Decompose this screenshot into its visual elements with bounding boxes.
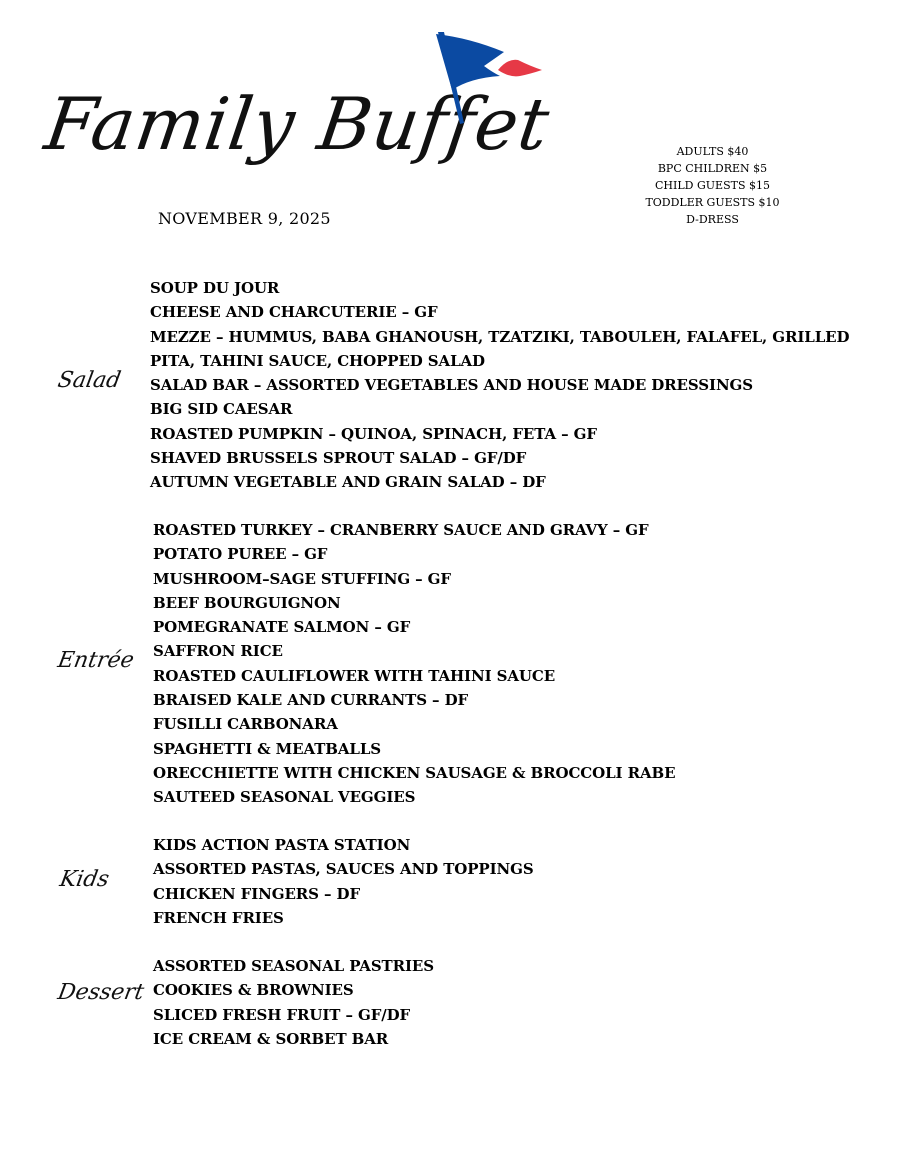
price-adults: ADULTS $40 bbox=[676, 145, 749, 158]
menu-item: ICE CREAM & SORBET BAR bbox=[153, 1029, 389, 1048]
event-date: NOVEMBER 9, 2025 bbox=[158, 209, 331, 228]
menu-item: BEEF BOURGUIGNON bbox=[153, 593, 341, 612]
menu-item: SAUTEED SEASONAL VEGGIES bbox=[153, 788, 416, 807]
menu-item: SPAGHETTI & MEATBALLS bbox=[153, 739, 382, 758]
section-label-entree: Entrée bbox=[55, 648, 136, 673]
dress-code: D-DRESS bbox=[686, 213, 739, 226]
flag-blue-pennant bbox=[436, 34, 504, 90]
menu-item: SOUP DU JOUR bbox=[150, 279, 280, 297]
salad-menu-list bbox=[150, 276, 849, 495]
section-label-dessert: Dessert bbox=[55, 980, 146, 1005]
menu-item: CHICKEN FINGERS – DF bbox=[153, 884, 360, 903]
menu-item: BRAISED KALE AND CURRANTS – DF bbox=[153, 691, 469, 710]
menu-item: FRENCH FRIES bbox=[153, 908, 284, 927]
menu-item: ASSORTED SEASONAL PASTRIES bbox=[153, 957, 434, 975]
section-label-kids: Kids bbox=[57, 867, 112, 892]
menu-item: MEZZE – HUMMUS, BABA GHANOUSH, TZATZIKI, TABOULEH, FALAFEL, GRILLED bbox=[150, 327, 850, 346]
price-bpc-children: BPC CHILDREN $5 bbox=[657, 162, 768, 175]
flag-red-pennant bbox=[498, 60, 542, 77]
menu-item: ROASTED TURKEY – CRANBERRY SAUCE AND GRAVY – GF bbox=[153, 521, 649, 539]
menu-item: SAFFRON RICE bbox=[153, 642, 283, 661]
menu-item: CHEESE AND CHARCUTERIE – GF bbox=[150, 303, 438, 322]
menu-item: AUTUMN VEGETABLE AND GRAIN SALAD – DF bbox=[150, 473, 546, 492]
menu-item: KIDS ACTION PASTA STATION bbox=[153, 836, 411, 854]
menu-item: SLICED FRESH FRUIT – GF/DF bbox=[153, 1005, 411, 1024]
menu-item: ROASTED CAULIFLOWER WITH TAHINI SAUCE bbox=[153, 666, 556, 685]
entree-menu-list bbox=[153, 518, 675, 810]
menu-item: POTATO PUREE – GF bbox=[153, 545, 328, 564]
menu-item: MUSHROOM–SAGE STUFFING – GF bbox=[153, 569, 451, 588]
menu-item: PITA, TAHINI SAUCE, CHOPPED SALAD bbox=[150, 351, 485, 370]
price-child-guests: CHILD GUESTS $15 bbox=[655, 179, 770, 192]
menu-item: SALAD BAR – ASSORTED VEGETABLES AND HOUSE MADE DRESSINGS bbox=[150, 376, 753, 395]
menu-item: ROASTED PUMPKIN – QUINOA, SPINACH, FETA – GF bbox=[150, 424, 597, 443]
price-toddler-guests: TODDLER GUESTS $10 bbox=[645, 196, 780, 209]
menu-item: COOKIES & BROWNIES bbox=[153, 981, 354, 1000]
menu-item: FUSILLI CARBONARA bbox=[153, 715, 338, 734]
kids-menu-list bbox=[153, 833, 534, 930]
menu-item: ORECCHIETTE WITH CHICKEN SAUSAGE & BROCCOLI RABE bbox=[153, 763, 676, 782]
menu-item: ASSORTED PASTAS, SAUCES AND TOPPINGS bbox=[153, 860, 534, 879]
dessert-menu-list bbox=[153, 954, 434, 1051]
section-label-salad: Salad bbox=[55, 368, 123, 393]
price-list bbox=[640, 143, 785, 228]
page-title: Family Buffet bbox=[40, 82, 555, 166]
menu-item: SHAVED BRUSSELS SPROUT SALAD – GF/DF bbox=[150, 449, 527, 468]
menu-item: POMEGRANATE SALMON – GF bbox=[153, 618, 411, 637]
burgee-flag-icon bbox=[430, 28, 550, 128]
menu-item: BIG SID CAESAR bbox=[150, 400, 293, 419]
